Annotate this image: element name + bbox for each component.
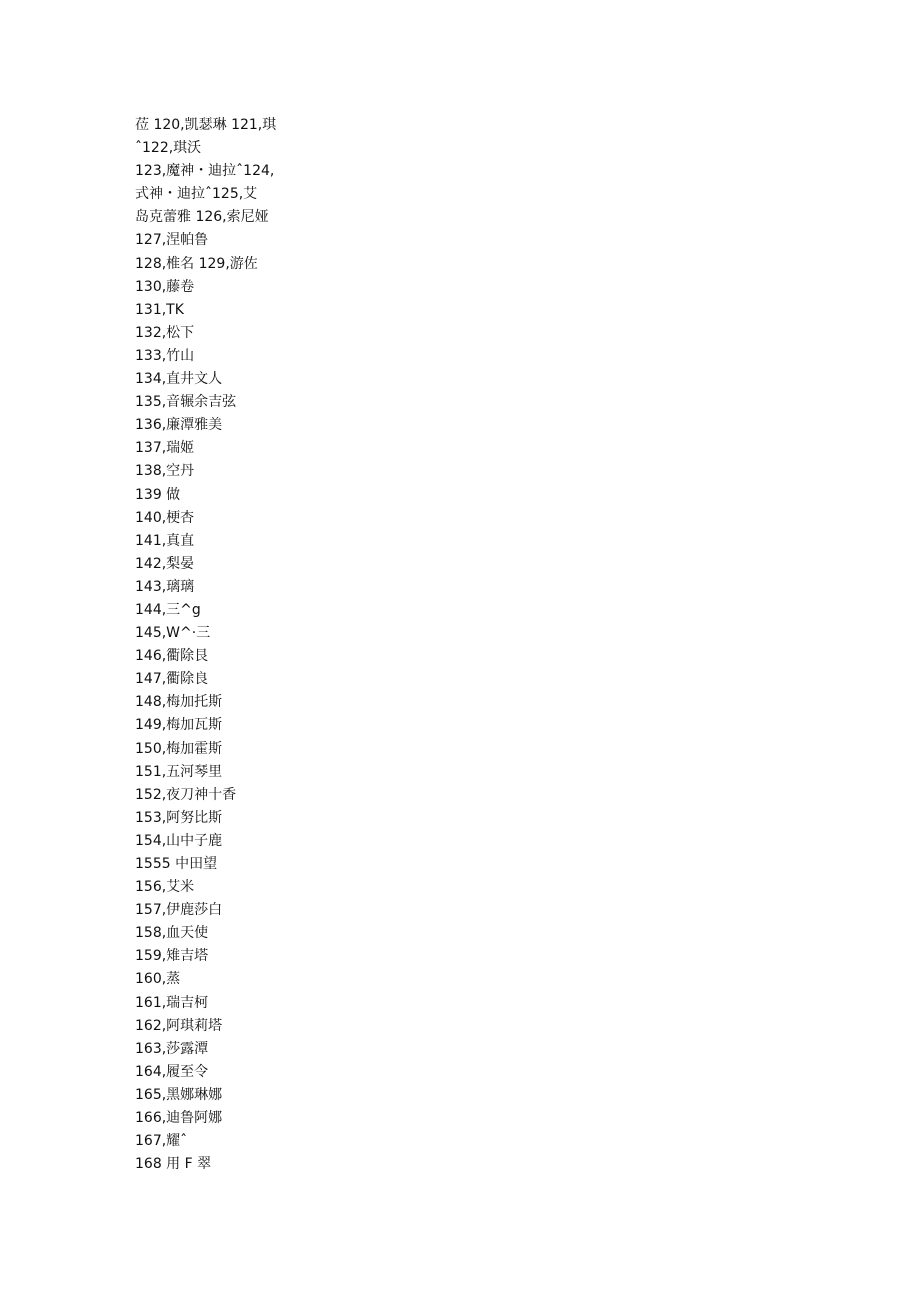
text-line: 132,松下 <box>135 324 195 341</box>
text-line: 135,音辗余吉弦 <box>135 394 237 411</box>
text-line: 140,梗杏 <box>135 509 195 526</box>
text-line: 148,梅加托斯 <box>135 694 223 711</box>
text-line: 160,蒸 <box>135 971 181 988</box>
text-line: 166,迪鲁阿娜 <box>135 1110 223 1127</box>
text-line: 147,衢除良 <box>135 671 209 688</box>
text-line: 131,TK <box>135 301 184 318</box>
text-line: 168 用 F 翠 <box>135 1156 212 1173</box>
text-line: 142,梨晏 <box>135 555 195 572</box>
text-line: 137,瑞姬 <box>135 440 195 457</box>
text-line: 139 做 <box>135 486 181 503</box>
text-line: 136,廉潭雅美 <box>135 417 223 434</box>
text-line: 145,W^·三 <box>135 625 211 642</box>
text-line: 154,山中子鹿 <box>135 832 223 849</box>
text-line: 146,衢除艮 <box>135 648 209 665</box>
character-name-list <box>135 114 435 1176</box>
text-line: 152,夜刀神十香 <box>135 786 237 803</box>
text-line: 143,璃璃 <box>135 578 195 595</box>
text-line: 163,莎露潭 <box>135 1040 209 1057</box>
text-line: 167,耀ˆ <box>135 1133 188 1150</box>
text-line: 128,椎名 129,游佐 <box>135 255 258 272</box>
text-line: 158,血天使 <box>135 925 209 942</box>
text-line: 130,藤卷 <box>135 278 195 295</box>
text-line: 159,雉吉塔 <box>135 948 209 965</box>
text-line: 1555 中田望 <box>135 856 218 872</box>
text-line: 151,五河琴里 <box>135 763 223 780</box>
text-line: 岛克蕾雅 126,索尼娅 <box>135 209 269 226</box>
text-line: 156,艾米 <box>135 879 195 896</box>
text-line: 134,直井文人 <box>135 371 223 388</box>
text-line: 127,涅帕鲁 <box>135 232 209 249</box>
text-line: 153,阿努比斯 <box>135 809 223 826</box>
text-line: 149,梅加瓦斯 <box>135 717 223 734</box>
text-line: 138,空丹 <box>135 463 195 480</box>
text-line: 161,瑞吉柯 <box>135 994 209 1011</box>
text-line: 141,真直 <box>135 532 195 549</box>
text-line: 式神・迪拉ˆ125,艾 <box>135 186 258 203</box>
text-line: 165,黑娜琳娜 <box>135 1086 223 1103</box>
text-line: 123,魔神・迪拉ˆ124, <box>135 163 275 180</box>
text-line: 144,三^g <box>135 601 201 618</box>
text-line: 150,梅加霍斯 <box>135 740 223 757</box>
text-line: 157,伊鹿莎白 <box>135 902 223 919</box>
text-line: 162,阿琪莉塔 <box>135 1017 223 1034</box>
text-line: 133,竹山 <box>135 347 195 364</box>
text-line: 164,履至令 <box>135 1063 209 1080</box>
text-line: 莅 120,凯瑟琳 121,琪 <box>135 117 277 133</box>
text-line: ˆ122,琪沃 <box>135 140 202 157</box>
